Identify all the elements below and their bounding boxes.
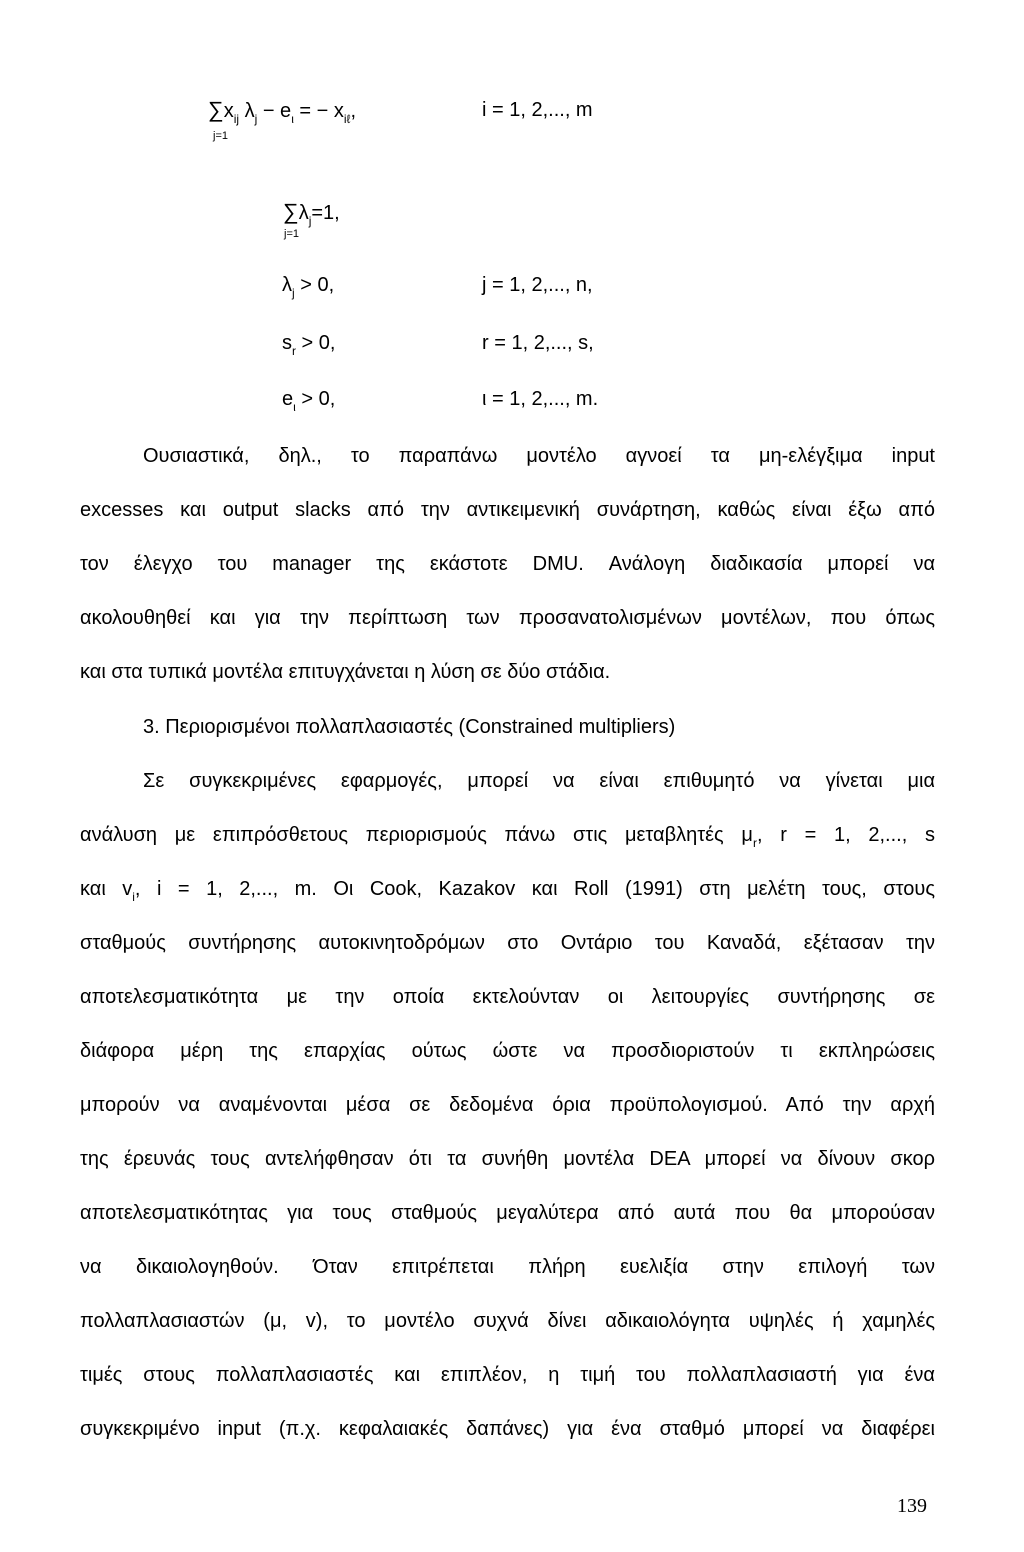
sum-lower-limit: j=1 [284,228,299,240]
subscript: ι [293,400,296,414]
paragraph-line: αποτελεσματικότητα με την οποία εκτελούνταν οι λειτουργίες συντήρησης σε [80,986,935,1008]
subscript: r [292,344,296,358]
comma: , [350,100,356,122]
variable-lambda: λ [244,100,255,122]
paragraph-line: ακολουθηθεί και για την περίπτωση των προσανατολισμένων μοντέλων, που όπως [80,607,935,629]
formula-range: r = 1, 2,..., s, [482,332,594,354]
paragraph-line: πολλαπλασιαστών (μ, v), το μοντέλο συχνά δίνει αδικαιολόγητα υψηλές ή χαμηλές [80,1310,935,1332]
subscript: ij [233,112,240,126]
right-hand-side: = − x [293,100,344,122]
paragraph-line: σταθμούς συντήρησης αυτοκινητοδρόμων στο Οντάριο του Καναδά, εξέτασαν την [80,932,935,954]
formula-lambda-nonneg [282,273,334,299]
paragraph-line: διάφορα μέρη της επαρχίας ούτως ώστε να προσδιοριστούν τι εκπληρώσεις [80,1040,935,1062]
paragraph-line: τον έλεγχο του manager της εκάστοτε DMU. Ανάλογη διαδικασία μπορεί να [80,553,935,575]
formula-range: j = 1, 2,..., n, [482,274,593,296]
variable-x: x [223,100,234,122]
variable-lambda: λ [282,274,292,296]
page-number: 139 [897,1495,927,1517]
sum-symbol: ∑ [208,97,224,122]
subscript: j [292,286,295,300]
relation: > 0, [296,332,336,354]
formula-constraint-inputs [208,98,356,125]
text-segment: ανάλυση με επιπρόσθετους περιορισμούς πάνω στις μεταβλητές μ [80,824,753,846]
subscript: j [308,214,312,228]
paragraph-line: τιμές στους πολλαπλασιαστές και επιπλέον, η τιμή του πολλαπλασιαστή για ένα [80,1364,935,1386]
section-heading: 3. Περιορισμένοι πολλαπλασιαστές (Constrained multipliers) [143,716,676,738]
subscript: j [254,112,258,126]
subscript: ι [291,112,294,126]
paragraph-line: αποτελεσματικότητας για τους σταθμούς μεγαλύτερα από αυτά που θα μπορούσαν [80,1202,935,1224]
paragraph-line: της έρευνάς τους αντελήφθησαν ότι τα συνήθη μοντέλα DEA μπορεί να δίνουν σκορ [80,1148,935,1170]
paragraph-line: Σε συγκεκριμένες εφαρμογές, μπορεί να είναι επιθυμητό να γίνεται μια [143,770,935,792]
relation: > 0, [295,388,336,410]
paragraph-line: συγκεκριμένο input (π.χ. κεφαλαιακές δαπάνες) για ένα σταθμό μπορεί να διαφέρει [80,1418,935,1440]
formula-excess-nonneg [282,387,335,413]
text-segment: και v [80,878,133,900]
paragraph-line: μπορούν να αναμένονται μέσα σε δεδομένα όρια προϋπολογισμού. Από την αρχή [80,1094,935,1116]
variable-e: − e [257,100,292,122]
paragraph-line: να δικαιολογηθούν. Όταν επιτρέπεται πλήρη ευελιξία στην επιλογή των [80,1256,935,1278]
formula-range: i = 1, 2,..., m [482,99,593,121]
paragraph-line: Ουσιαστικά, δηλ., το παραπάνω μοντέλο αγνοεί τα μη-ελέγξιμα input [143,445,935,467]
relation: > 0, [294,274,335,296]
text-segment: , i = 1, 2,..., m. Οι Cook, Kazakov και Roll (1991) στη μελέτη τους, στους [134,878,935,900]
paragraph-line [80,877,935,903]
right-hand-side: =1, [311,202,340,224]
formula-range: ι = 1, 2,..., m. [482,388,599,410]
subscript: iℓ [343,112,351,126]
paragraph-line [80,823,935,849]
paragraph-line: και στα τυπικά μοντέλα επιτυγχάνεται η λύση σε δύο στάδια. [80,661,611,683]
sum-symbol: ∑ [283,199,299,224]
subscript: r [752,836,757,850]
formula-slack-nonneg [282,331,335,357]
paragraph-line: excesses και output slacks από την αντικειμενική συνάρτηση, καθώς είναι έξω από [80,499,935,521]
sum-lower-limit: j=1 [213,130,228,142]
subscript: i [132,890,135,904]
variable-e: e [282,388,294,410]
variable-s: s [282,332,292,354]
variable-lambda: λ [298,202,309,224]
formula-convexity [283,200,340,227]
text-segment: , r = 1, 2,..., s [756,824,935,846]
